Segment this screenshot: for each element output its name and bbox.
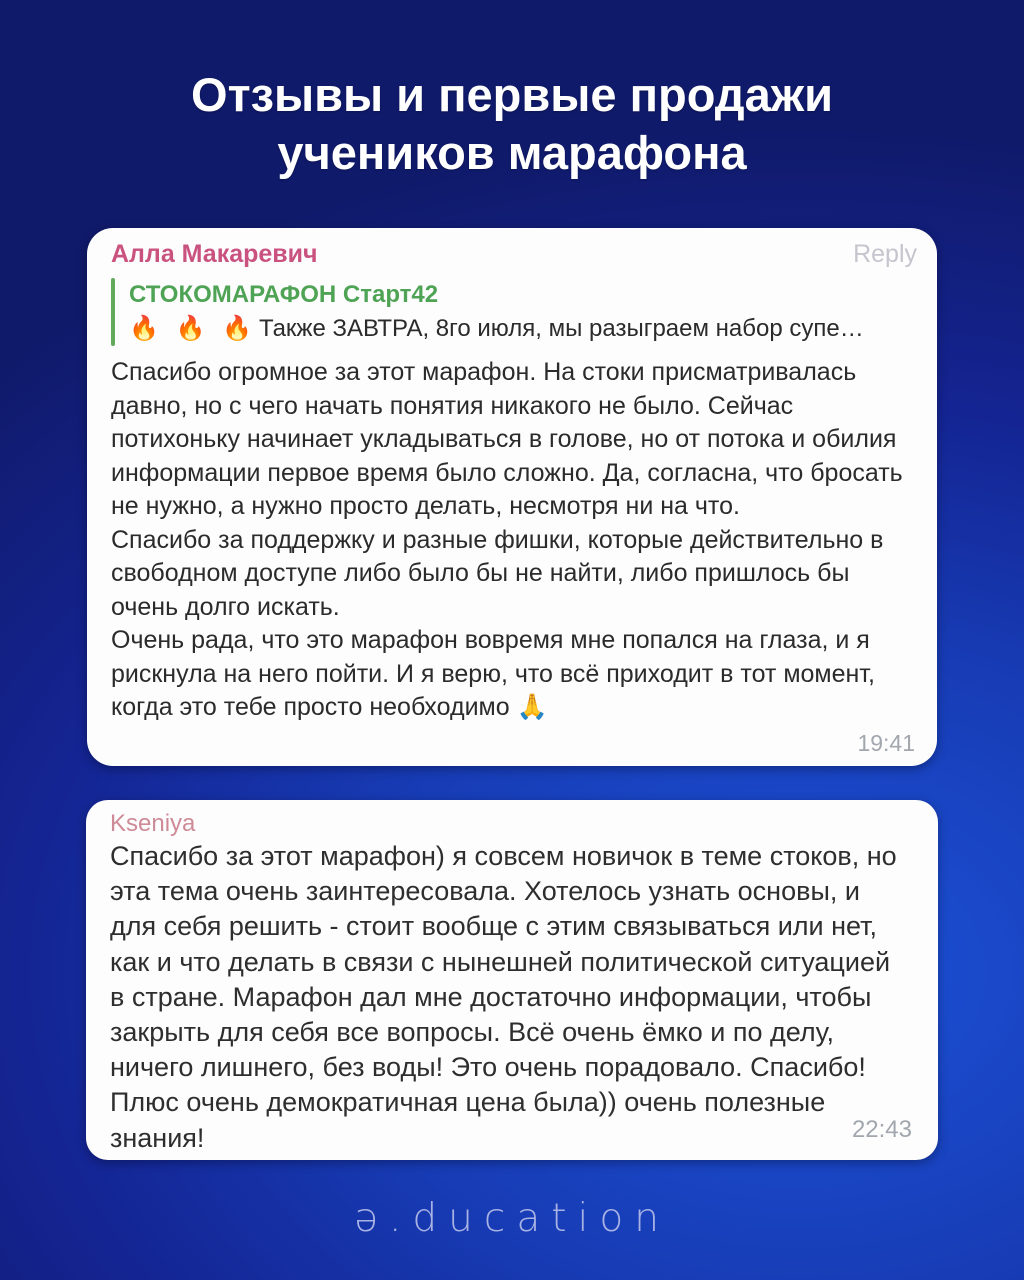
message-body — [110, 839, 906, 1156]
education-brand-logo: ə.ducation — [354, 1196, 670, 1241]
quoted-preview-text: Также ЗАВТРА, 8го июля, мы разыграем набор супе… — [258, 315, 864, 342]
review-card-alla — [87, 228, 937, 766]
page-title-line2: учеников марафона — [277, 126, 747, 179]
message-author-name: Алла Макаревич — [111, 240, 318, 268]
review-card-kseniya — [86, 800, 938, 1160]
message-paragraph: Очень рада, что это марафон вовремя мне попался на глаза, и я рискнула на него пойти. И я верю, что всё приходит в тот момент, когда это тебе просто необходимо 🙏 — [111, 626, 875, 721]
quoted-channel-name: СТОКОМАРАФОН Старт42 — [129, 281, 439, 308]
message-header — [111, 238, 917, 270]
reply-button[interactable]: Reply — [853, 240, 917, 268]
page-title-line1: Отзывы и первые продажи — [191, 68, 833, 121]
fire-emoji-icon: 🔥 🔥 🔥 — [129, 315, 257, 342]
page-title — [0, 66, 1024, 182]
message-timestamp: 19:41 — [857, 730, 915, 756]
quoted-message-preview — [129, 311, 864, 346]
quote-content — [129, 278, 864, 346]
quote-bar — [111, 278, 115, 346]
message-timestamp: 22:43 — [851, 1116, 912, 1143]
quoted-message[interactable] — [111, 278, 917, 346]
message-author-name: Kseniya — [110, 810, 196, 837]
message-paragraph: Спасибо огромное за этот марафон. На стоки присматривалась давно, но с чего начать понятия никакого не было. Сейчас потихоньку начинает укладываться в голове, но от потока и обилия информации первое время было сложно. Да, согласна, что бросать не нужно, а нужно просто делать, несмотря ни на что. — [111, 358, 903, 520]
message-paragraph: Спасибо за поддержку и разные фишки, которые действительно в свободном доступе либо было бы не найти, либо пришлось бы очень долго искать. — [111, 525, 884, 621]
message-body — [111, 356, 911, 725]
message-paragraph: Спасибо за этот марафон) я совсем новичок в теме стоков, но эта тема очень заинтересовала. Хотелось узнать основы, и для себя решить - стоит вообще с этим связываться или нет, как и что делать в связи с нынешней политической ситуацией в стране. Марафон дал мне достаточно информации, чтобы закрыть для себя все вопросы. Всё очень ёмко и по делу, ничего лишнего, без воды! Это очень порадовало. Спасибо! Плюс очень демократичная цена была)) очень полезные знания! — [110, 841, 897, 1153]
